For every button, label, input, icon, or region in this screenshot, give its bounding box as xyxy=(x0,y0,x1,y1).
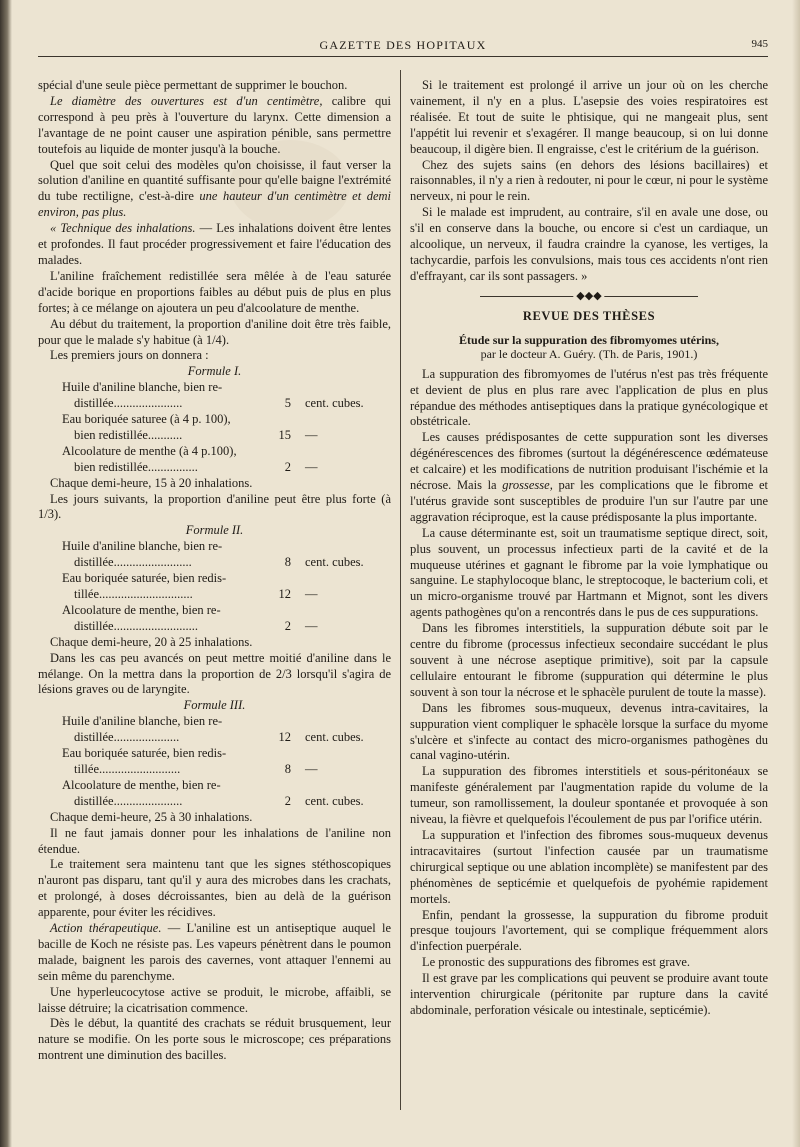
paragraph: Une hyperleucocytose active se produit, le microbe, affaibli, se laisse détruire; la cicatrisation commence. xyxy=(38,984,391,1015)
ingredient-name: Eau boriquée saturée, bien redis- xyxy=(62,571,227,586)
ingredient-unit: cent. cubes. xyxy=(305,793,364,808)
ingredient-name: bien redistillée................ xyxy=(74,459,198,474)
ingredient-unit: — xyxy=(305,618,318,633)
article-title xyxy=(410,333,768,361)
ingredient-name: distillée........................... xyxy=(74,618,198,633)
ingredient-unit: cent. cubes. xyxy=(305,555,364,570)
formula-table xyxy=(38,539,391,634)
ingredient-quantity: 2 xyxy=(284,793,291,808)
paragraph-text: par les complications que le fibrome et l'utérus gravide sont susceptibles de produire l'un sur l'autre par une aggravation réciproque, est la cause prédisposante la plus importante. xyxy=(410,478,768,524)
ingredient-unit: cent. cubes. xyxy=(305,396,364,411)
ingredient-unit: — xyxy=(305,459,318,474)
ingredient-name: Huile d'aniline blanche, bien re- xyxy=(62,380,223,395)
paragraph-text: Les causes prédisposantes de cette suppuration sont les diverses dégénérescences des fibromes (surtout la dégénérescence œdémateuse et calcaire) et les modifications de nutrition produisant l'ischémie et la nécrose. Mais la xyxy=(410,430,768,493)
paragraph xyxy=(38,921,391,985)
paragraph: Enfin, pendant la grossesse, la suppuration du fibrome produit presque toujours l'avortement, qui se complique fréquemment alors d'infection puerpérale. xyxy=(410,907,768,954)
ingredient-quantity: 8 xyxy=(284,555,291,570)
formula-row xyxy=(38,714,391,746)
paragraph: Le traitement sera maintenu tant que les signes stéthoscopiques n'auront pas disparu, tant qu'il y aura des microbes dans les crachats, et prolongé, à doses décroissantes, bien au delà de la guérison apparente, pour éviter les récidives. xyxy=(38,857,391,920)
ingredient-name: Alcoolature de menthe, bien re- xyxy=(62,777,221,792)
formula-row xyxy=(38,444,391,476)
left-column xyxy=(38,78,391,1064)
formula-title: Formule III. xyxy=(183,698,246,713)
italic-text: grossesse, xyxy=(502,478,553,493)
ingredient-quantity: 5 xyxy=(284,396,291,411)
article-title-main: Étude sur la suppuration des fibromyomes utérins, xyxy=(459,332,719,347)
section-title: REVUE DES THÈSES xyxy=(522,308,656,323)
formula-row xyxy=(38,412,391,444)
paragraph-text: calibre qui correspond à peu près à l'ouverture du larynx. Cette dimension a l'avantage de ne point causer une aspiration pénible, sans permettre toutefois au liquide de monter jusqu'à la bouche. xyxy=(38,93,391,156)
formula-title: Formule I. xyxy=(187,364,242,379)
paragraph: Chaque demi-heure, 20 à 25 inhalations. xyxy=(50,634,253,649)
ingredient-name: tillée.............................. xyxy=(74,587,193,601)
subheading-action: Action thérapeutique. xyxy=(50,921,162,936)
paragraph-text: — Les inhalations doivent être lentes et profondes. Il faut procéder progressivement et faire l'éducation des malades. xyxy=(38,221,391,267)
paragraph: spécial d'une seule pièce permettant de supprimer le bouchon. xyxy=(38,78,348,92)
ingredient-quantity: 12 xyxy=(278,587,291,601)
ingredient-unit: — xyxy=(305,587,318,601)
ingredient-unit: — xyxy=(305,427,318,442)
paragraph: Dans les fibromes interstitiels, la suppuration débute soit par le centre du fibrome (processus infectieux secondaire succédant le plus souvent à une nécrose aseptique primitive), soit par la capsule cellulaire entourant le fibrome (suppuration qui détermine le plus souvent à son tour la nécrose et le sphacèle purulent de toute la masse). xyxy=(410,621,768,699)
paragraph: La cause déterminante est, soit un traumatisme septique direct, soit, plus souvent, un processus infectieux parti de la cavité et de la muqueuse utérines et gagnant le fibrome par la voie lymphatique ou sanguine. Le staphylocoque blanc, le streptocoque, le bacterium coli, et un micro-organisme trouvé par Hartmann et Mignot, sont les divers agents pathogènes qu'on a rencontrés dans le pus de ces suppurations. xyxy=(410,525,768,620)
italic-text: Le diamètre des ouvertures est d'un centimètre, xyxy=(50,93,323,108)
ingredient-name: tillée.......................... xyxy=(74,761,181,776)
paragraph: Dès le début, la quantité des crachats se réduit brusquement, leur nature se modifie. On les porte sous le microscope; ces préparations montrent une diminution des bacilles. xyxy=(38,1016,391,1063)
page-number: 945 xyxy=(751,38,768,50)
ingredient-quantity: 2 xyxy=(284,618,291,633)
paragraph: Au début du traitement, la proportion d'aniline doit être très faible, pour que le malade s'y habitue (à 1/4). xyxy=(38,316,391,347)
ingredient-name: distillée..................... xyxy=(74,730,180,745)
formula-table xyxy=(38,380,391,475)
ingredient-name: Eau boriquée saturee (à 4 p. 100), xyxy=(62,412,231,427)
paragraph: Il ne faut jamais donner pour les inhalations de l'aniline non étendue. xyxy=(38,825,391,856)
ingredient-name: Alcoolature de menthe, bien re- xyxy=(62,602,221,617)
ingredient-quantity: 15 xyxy=(278,427,291,442)
paragraph: Si le traitement est prolongé il arrive un jour où on les cherche vainement, il n'y en a plus. L'asepsie des voies respiratoires est réalisée. Et tout de suite le phtisique, qui ne mangeait plus, sent l'appétit lui revenir et s'exagérer. Il mange beaucoup, si on lui donne beaucoup, il digère bien. Il engraisse, c'est le critérium de la guérison. xyxy=(410,78,768,156)
paragraph: Chaque demi-heure, 25 à 30 inhalations. xyxy=(50,809,253,824)
ingredient-unit: — xyxy=(305,761,318,776)
ingredient-name: Huile d'aniline blanche, bien re- xyxy=(62,539,223,554)
section-separator xyxy=(410,288,768,306)
formula-row xyxy=(38,539,391,571)
paragraph: La suppuration des fibromyomes de l'utérus n'est pas très fréquente et devient de plus en plus rare avec l'application de plus en plus répandue des méthodes antiseptiques dans la pratique gynécologique et obstétricale. xyxy=(410,366,768,429)
paragraph xyxy=(38,221,391,269)
ingredient-name: distillée......................... xyxy=(74,555,192,570)
ingredient-name: Alcoolature de menthe (à 4 p.100), xyxy=(62,443,237,458)
paragraph: Chez des sujets sains (en dehors des lésions bacillaires) et raisonnables, il n'y a rien à redouter, ni pour le cœur, ni pour le système nerveux, ni pour le rein. xyxy=(410,157,768,204)
paragraph: La suppuration et l'infection des fibromes sous-muqueux devenus intracavitaires (surtout l'infection causée par un traumatisme chirurgical septique ou une ablation incomplète) se manifestent par des phénomènes de septicémie et quelquefois de pyohémie rapidement mortels. xyxy=(410,827,768,906)
paragraph: Les jours suivants, la proportion d'aniline peut être plus forte (à 1/3). xyxy=(38,491,391,522)
ingredient-name: Eau boriquée saturée, bien redis- xyxy=(62,746,227,761)
paragraph-text: Quel que soit celui des modèles qu'on choisisse, il faut verser la solution d'aniline en quantité suffisante pour qu'elle baigne l'extrémité du tube rectiligne, c'est-à-dire xyxy=(38,157,391,204)
formula-row xyxy=(38,380,391,412)
formula-row xyxy=(38,746,391,778)
journal-title: GAZETTE DES HOPITAUX xyxy=(319,38,487,52)
formula-row xyxy=(38,603,391,635)
paragraph: Si le malade est imprudent, au contraire, s'il en avale une dose, ou s'il en conserve dans la bouche, ou encore si c'est un cardiaque, un alcoolique, un nerveux, il faudra craindre la cyanose, les vertiges, la tachycardie, parfois les convulsions, mais tous ces accidents n'ont rien d'effrayant, car ils sont passagers. » xyxy=(410,205,768,283)
formula-row xyxy=(38,778,391,810)
article-byline: par le docteur A. Guéry. (Th. de Paris, 1901.) xyxy=(480,346,698,361)
ingredient-quantity: 12 xyxy=(278,730,291,745)
paragraph: Dans les fibromes sous-muqueux, devenus intra-cavitaires, la suppuration vient compliquer le sphacèle lorsque la surface du myome s'ulcère et s'infecte au contact des micro-organismes pathogènes du canal vagino-utérin. xyxy=(410,700,768,763)
ingredient-name: Huile d'aniline blanche, bien re- xyxy=(62,714,223,729)
formula-table xyxy=(38,714,391,809)
ingredient-name: bien redistillée........... xyxy=(74,427,183,442)
italic-text: une hauteur d'un centimètre et demi environ, pas plus. xyxy=(38,189,391,220)
column-divider xyxy=(400,70,401,1110)
paragraph xyxy=(38,94,391,158)
page-header xyxy=(38,36,768,57)
paragraph: Il est grave par les complications qui peuvent se produire avant toute intervention chirurgicale (péritonite par rupture dans la cavité abdominale, perforation vésicale ou intestinale, septicémie). xyxy=(410,971,768,1017)
page-binding-shadow xyxy=(0,0,12,1147)
paragraph: Chaque demi-heure, 15 à 20 inhalations. xyxy=(50,475,253,490)
ingredient-name: distillée...................... xyxy=(74,396,183,411)
ingredient-quantity: 2 xyxy=(284,459,291,474)
formula-title: Formule II. xyxy=(185,523,244,538)
page-edge xyxy=(792,0,800,1147)
paragraph: Dans les cas peu avancés on peut mettre moitié d'aniline dans le mélange. On la mettra dans la proportion de 2/3 lorsqu'il s'agira de lésions graves ou de laryngite. xyxy=(38,650,391,697)
paragraph: La suppuration des fibromes interstitiels et sous-péritonéaux se manifeste généralement par l'augmentation rapide du volume de la tumeur, son ramollissement, la douleur spontanée et provoquée à son niveau, la fièvre et quelquefois l'écoulement de pus par l'orifice utérin. xyxy=(410,764,768,827)
paragraph xyxy=(410,430,768,525)
separator-ornament-icon: ◆◆◆ xyxy=(573,289,604,303)
paragraph: Les premiers jours on donnera : xyxy=(50,348,209,363)
subheading-technique: « Technique des inhalations. xyxy=(50,221,196,236)
paragraph: L'aniline fraîchement redistillée sera mêlée à de l'eau saturée d'acide borique en proportions faibles au début puis de plus en plus fortes; à ce mélange on ajoutera un peu d'alcoolature de menthe. xyxy=(38,268,391,315)
ingredient-name: distillée...................... xyxy=(74,793,183,808)
right-column xyxy=(410,78,768,1019)
formula-row xyxy=(38,571,391,603)
paragraph: Le pronostic des suppurations des fibromes est grave. xyxy=(422,955,690,970)
ingredient-unit: cent. cubes. xyxy=(305,730,364,745)
paragraph xyxy=(38,158,391,222)
paragraph-text: — L'aniline est un antiseptique auquel le bacille de Koch ne résiste pas. Les vapeurs pénètrent dans le poumon malade, baignent les parois des cavernes, vont attaquer l'ennemi au sein même du parenchyme. xyxy=(38,921,391,983)
ingredient-quantity: 8 xyxy=(284,761,291,776)
